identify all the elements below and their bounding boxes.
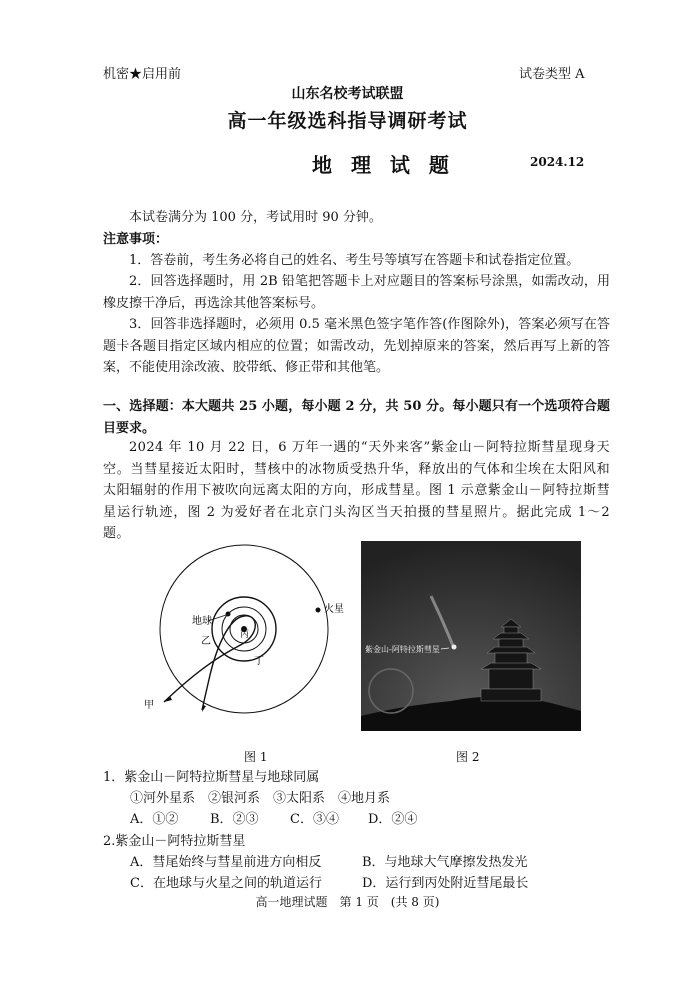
- comet-photo: [361, 541, 581, 731]
- section-heading: 一、选择题：本大题共 25 小题，每小题 2 分，共 50 分。每小题只有一个选项符合题目要求。: [103, 399, 610, 436]
- mars-dot: [316, 608, 321, 613]
- q2-option-d: D．运行到丙处附近彗尾最长: [362, 876, 529, 891]
- q1-items: ①河外星系 ②银河系 ③太阳系 ④地月系: [130, 791, 391, 806]
- exam-title: 高一年级选科指导调研考试: [227, 110, 468, 132]
- comet-head: [452, 645, 457, 650]
- q1-option-c: C．③④: [290, 812, 339, 827]
- q2-option-a: A．彗尾始终与彗星前进方向相反: [130, 855, 322, 870]
- arrow-in: [164, 696, 172, 702]
- ding-label: 丁: [254, 656, 264, 667]
- comet-orbit-diagram: [140, 540, 350, 730]
- exam-date: 2024.12: [530, 155, 585, 169]
- comet-label: 紫金山-阿特拉斯彗星: [365, 645, 440, 654]
- mars-label: 火星: [324, 604, 344, 615]
- paper-type-label: 试卷类型 A: [519, 67, 585, 82]
- q1-option-d: D．②④: [368, 812, 418, 827]
- notes-heading: 注意事项：: [103, 232, 169, 247]
- subject-title: 地 理 试 题: [312, 153, 455, 177]
- org-title: 山东名校考试联盟: [291, 86, 404, 102]
- q1-option-b: B．②③: [210, 812, 259, 827]
- note-3: 3．回答非选择题时，必须用 0.5 毫米黑色签字笔作答(作图除外)，答案必须写在答题卡各题目指定区域内相应的位置；如需改动，先划掉原来的答案，然后再写上新的答案，不能使用涂改液、胶带纸、修正带和其他笔。: [103, 317, 610, 375]
- bing-label: 丙: [240, 630, 250, 640]
- confidential-label: 机密★启用前: [103, 67, 182, 82]
- earth-dot: [226, 612, 231, 617]
- page-footer: 高一地理试题 第 1 页 (共 8 页): [255, 895, 440, 909]
- q1-stem: 1．紫金山－阿特拉斯彗星与地球同属: [103, 770, 320, 785]
- note-1: 1．答卷前，考生务必将自己的姓名、考生号等填写在答题卡和试卷指定位置。: [129, 253, 580, 268]
- earth-label: 地球: [192, 616, 212, 627]
- q2-option-b: B．与地球大气摩擦发热发光: [362, 855, 528, 870]
- q1-option-a: A．①②: [130, 812, 179, 827]
- q2-option-c: C．在地球与火星之间的轨道运行: [130, 876, 322, 891]
- passage: 2024 年 10 月 22 日，6 万年一遇的“天外来客”紫金山－阿特拉斯彗星现身天空。当彗星接近太阳时，彗核中的冰物质受热升华，释放出的气体和尘埃在太阳风和太阳辐射的作用下被吹向远离太阳的方向，形成彗星。图 1 示意紫金山－阿特拉斯彗星运行轨迹，图 2 为爱好者在北京门头沟区当天拍摄的彗星照片。据此完成 1～2 题。: [103, 440, 610, 541]
- jia-label: 甲: [144, 700, 154, 711]
- note-2: 2．回答选择题时，用 2B 铅笔把答题卡上对应题目的答案标号涂黑，如需改动，用橡皮擦干净后，再选涂其他答案标号。: [103, 274, 610, 311]
- score-time-line: 本试卷满分为 100 分，考试用时 90 分钟。: [129, 210, 382, 225]
- q2-stem: 2.紫金山－阿特拉斯彗星: [103, 834, 246, 849]
- yi-label: 乙: [201, 636, 211, 647]
- figure1-caption: 图 1: [244, 750, 268, 764]
- figure2-caption: 图 2: [456, 750, 480, 764]
